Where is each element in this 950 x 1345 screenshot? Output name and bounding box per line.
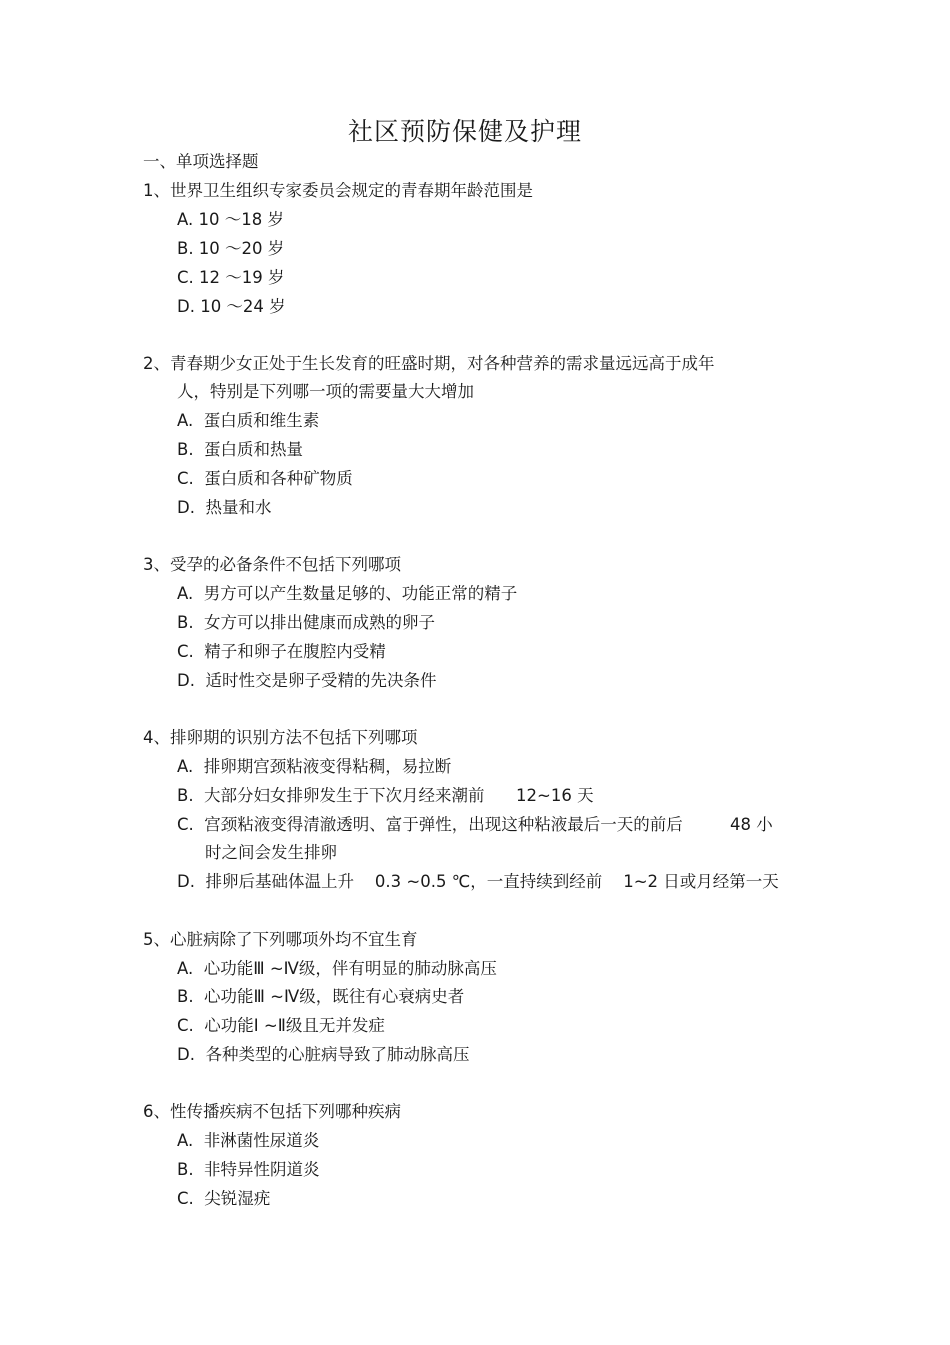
question-3-stem: 3、受孕的必备条件不包括下列哪项 — [143, 555, 401, 574]
question-4-stem: 4、排卵期的识别方法不包括下列哪项 — [143, 728, 418, 747]
question-5-option-a: A. 心功能Ⅲ ~Ⅳ级，伴有明显的肺动脉高压 — [177, 959, 497, 978]
question-1-option-b: B. 10 ～20 岁 — [177, 239, 285, 258]
question-5-option-c: C. 心功能Ⅰ ~Ⅱ级且无并发症 — [177, 1016, 385, 1035]
question-1-stem: 1、世界卫生组织专家委员会规定的青春期年龄范围是 — [143, 181, 533, 200]
question-3-option-b: B. 女方可以排出健康而成熟的卵子 — [177, 613, 436, 632]
question-3-option-c: C. 精子和卵子在腹腔内受精 — [177, 642, 386, 661]
question-5-option-d: D. 各种类型的心脏病导致了肺动脉高压 — [177, 1045, 470, 1064]
question-2-option-d: D. 热量和水 — [177, 498, 272, 517]
question-5-option-b: B. 心功能Ⅲ ~Ⅳ级，既往有心衰病史者 — [177, 987, 465, 1006]
question-1-option-a: A. 10 ～18 岁 — [177, 210, 284, 229]
question-4-option-c: C. 宫颈粘液变得清澈透明、富于弹性，出现这种粘液最后一天的前后 48 小 — [177, 815, 773, 834]
question-4-option-d: D. 排卵后基础体温上升 0.3 ~0.5 ℃，一直持续到经前 1~2 日或月经第一天 — [177, 872, 779, 891]
question-6-option-a: A. 非淋菌性尿道炎 — [177, 1131, 320, 1150]
question-2-stem: 2、青春期少女正处于生长发育的旺盛时期，对各种营养的需求量远远高于成年 — [143, 354, 715, 373]
question-3-option-a: A. 男方可以产生数量足够的、功能正常的精子 — [177, 584, 518, 603]
question-1-option-c: C. 12 ～19 岁 — [177, 268, 285, 287]
question-2-stem-continuation: 人，特别是下列哪一项的需要量大大增加 — [177, 382, 474, 401]
question-2-option-c: C. 蛋白质和各种矿物质 — [177, 469, 353, 488]
question-5-stem: 5、心脏病除了下列哪项外均不宜生育 — [143, 930, 418, 949]
question-6-stem: 6、性传播疾病不包括下列哪种疾病 — [143, 1102, 401, 1121]
question-6-option-c: C. 尖锐湿疣 — [177, 1189, 271, 1208]
question-4-option-c-continuation: 时之间会发生排卵 — [205, 843, 337, 862]
question-4-option-b: B. 大部分妇女排卵发生于下次月经来潮前 12~16 天 — [177, 786, 594, 805]
question-4-option-a: A. 排卵期宫颈粘液变得粘稠，易拉断 — [177, 757, 452, 776]
section-heading: 一、单项选择题 — [143, 152, 259, 171]
question-3-option-d: D. 适时性交是卵子受精的先决条件 — [177, 671, 437, 690]
document-title: 社区预防保健及护理 — [347, 117, 582, 146]
question-1-option-d: D. 10 ～24 岁 — [177, 297, 286, 316]
question-2-option-a: A. 蛋白质和维生素 — [177, 411, 320, 430]
question-2-option-b: B. 蛋白质和热量 — [177, 440, 304, 459]
question-6-option-b: B. 非特异性阴道炎 — [177, 1160, 320, 1179]
